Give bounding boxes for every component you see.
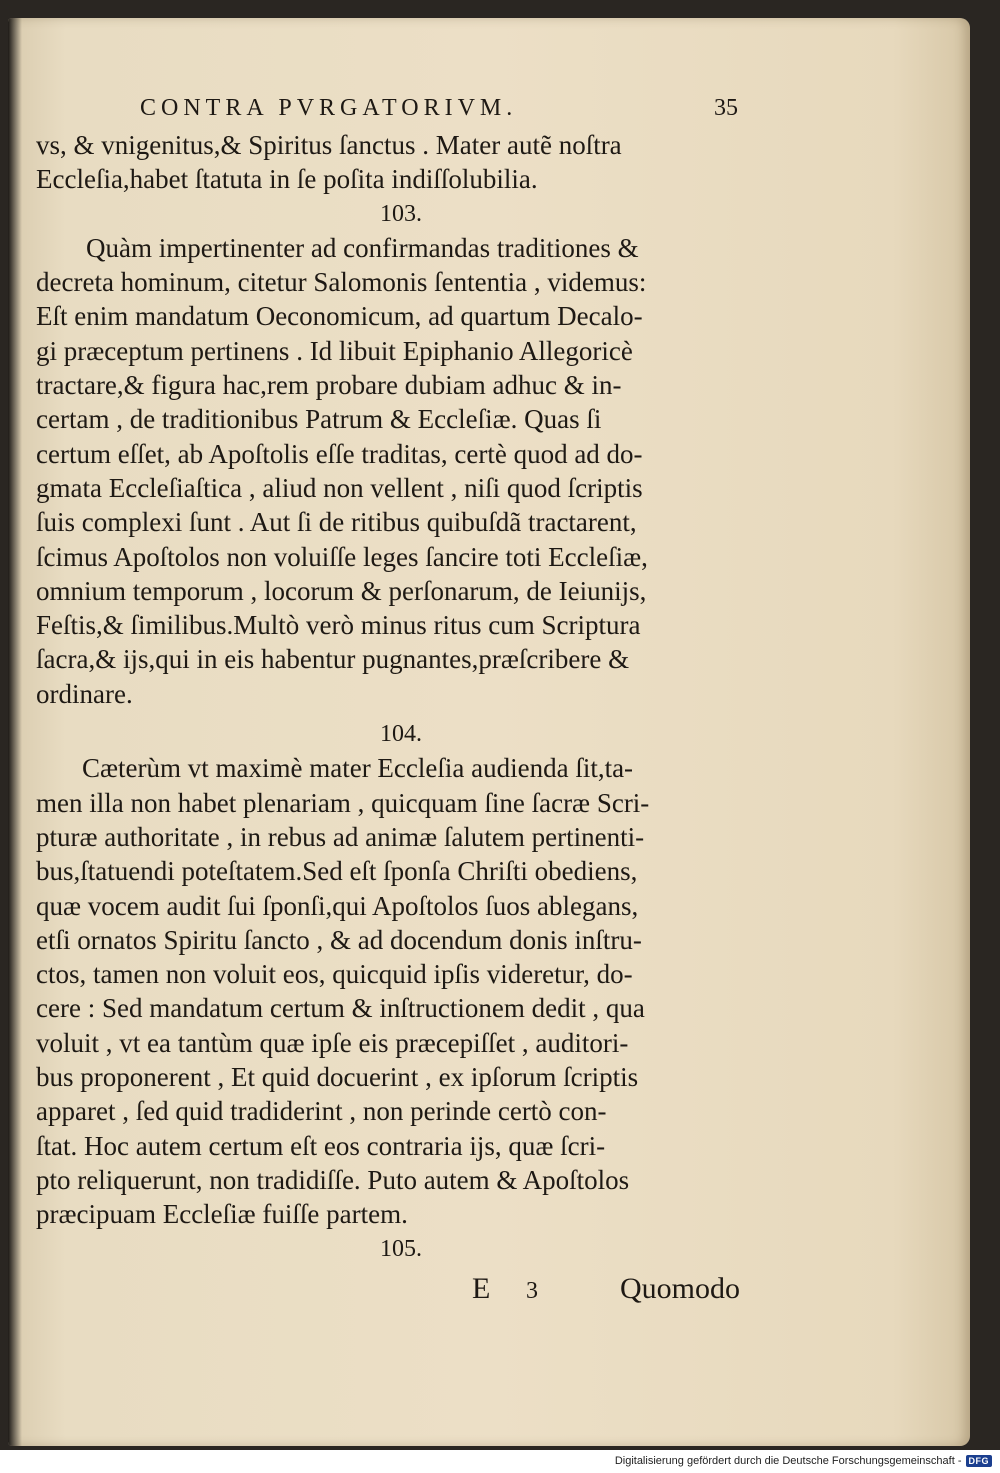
folio-number: 35 [714, 95, 738, 121]
text-line: certum eſſet, ab Apoſtolis eſſe traditas, certè quod ad do- [36, 438, 643, 469]
text-line: Eſt enim mandatum Oeconomicum, ad quartum Decalo- [36, 301, 643, 332]
text-line: pto reliquerunt, non tradidiſſe. Puto autem & Apoſtolos [36, 1164, 630, 1195]
text-line: Eccleſia,habet ſtatuta in ſe poſita indiſſolubilia. [36, 164, 538, 195]
text-line: tractare,& figura hac,rem probare dubiam adhuc & in- [36, 370, 622, 401]
text-line: præcipuam Eccleſiæ fuiſſe partem. [36, 1199, 408, 1230]
section-number: 105. [380, 1235, 422, 1262]
text-line: men illa non habet plenariam , quicquam ſine ſacræ Scri- [36, 787, 650, 818]
dfg-logo-icon: DFG [966, 1455, 993, 1467]
text-line: ſuis complexi ſunt . Aut ſi de ritibus quibuſdã tractarent, [36, 507, 637, 538]
text-line: Cæterùm vt maximè mater Eccleſia audienda ſit,ta- [82, 753, 634, 784]
text-line: quæ vocem audit ſui ſponſi,qui Apoſtolos ſuos ablegans, [36, 890, 639, 921]
text-line: ſacra,& ijs,qui in eis habentur pugnantes,præſcribere & [36, 644, 630, 675]
text-line: Quàm impertinenter ad confirmandas traditiones & [86, 232, 639, 263]
text-line: etſi ornatos Spiritu ſancto , & ad docendum donis inſtru- [36, 924, 642, 955]
signature-number: 3 [526, 1277, 538, 1304]
digitization-credit [615, 1452, 992, 1470]
text-line: ſcimus Apoſtolos non voluiſſe leges ſancire toti Eccleſiæ, [36, 541, 648, 572]
text-line: vs, & vnigenitus,& Spiritus ſanctus . Mater autẽ noſtra [36, 130, 622, 160]
running-head-title: CONTRA PVRGATORIVM. [140, 95, 518, 121]
page-footer [36, 1266, 766, 1310]
text-line: bus,ſtatuendi poteſtatem.Sed eſt ſponſa Chriſti obediens, [36, 856, 638, 887]
text-line: certam , de traditionibus Patrum & Eccleſiæ. Quas ſi [36, 404, 602, 435]
text-line: Feſtis,& ſimilibus.Multò verò minus ritus cum Scriptura [36, 610, 641, 641]
text-line: ctos, tamen non voluit eos, quicquid ipſis videretur, do- [36, 959, 633, 990]
text-line: decreta hominum, citetur Salomonis ſententia , videmus: [36, 267, 647, 298]
text-line: bus proponerent , Et quid docuerint , ex ipſorum ſcriptis [36, 1062, 639, 1093]
text-line: gi præceptum pertinens . Id libuit Epiphanio Allegoricè [36, 335, 633, 366]
page-gutter-shadow [8, 18, 22, 1446]
text-line: voluit , vt ea tantùm quæ ipſe eis præcepiſſet , auditori- [36, 1027, 629, 1058]
text-line: omnium temporum , locorum & perſonarum, de Ieiunijs, [36, 575, 647, 606]
page-text-block [36, 88, 766, 1310]
catchword: Quomodo [620, 1271, 740, 1305]
running-head [36, 88, 766, 128]
text-line: cere : Sed mandatum certum & inſtructionem dedit , qua [36, 993, 645, 1024]
text-line: ſtat. Hoc autem certum eſt eos contraria ijs, quæ ſcri- [36, 1130, 606, 1161]
text-line: pturæ authoritate , in rebus ad animæ ſalutem pertinenti- [36, 821, 645, 852]
text-line: ordinare. [36, 678, 133, 709]
section-number: 104. [380, 721, 422, 748]
text-line: apparet , ſed quid tradiderint , non perinde certò con- [36, 1096, 607, 1127]
signature-mark: E [472, 1271, 491, 1305]
text-line: gmata Eccleſiaſtica , aliud non vellent , niſi quod ſcriptis [36, 472, 643, 503]
section-number: 103. [380, 200, 422, 227]
credit-text: Digitalisierung gefördert durch die Deutsche Forschungsgemeinschaft - [614, 1455, 962, 1467]
